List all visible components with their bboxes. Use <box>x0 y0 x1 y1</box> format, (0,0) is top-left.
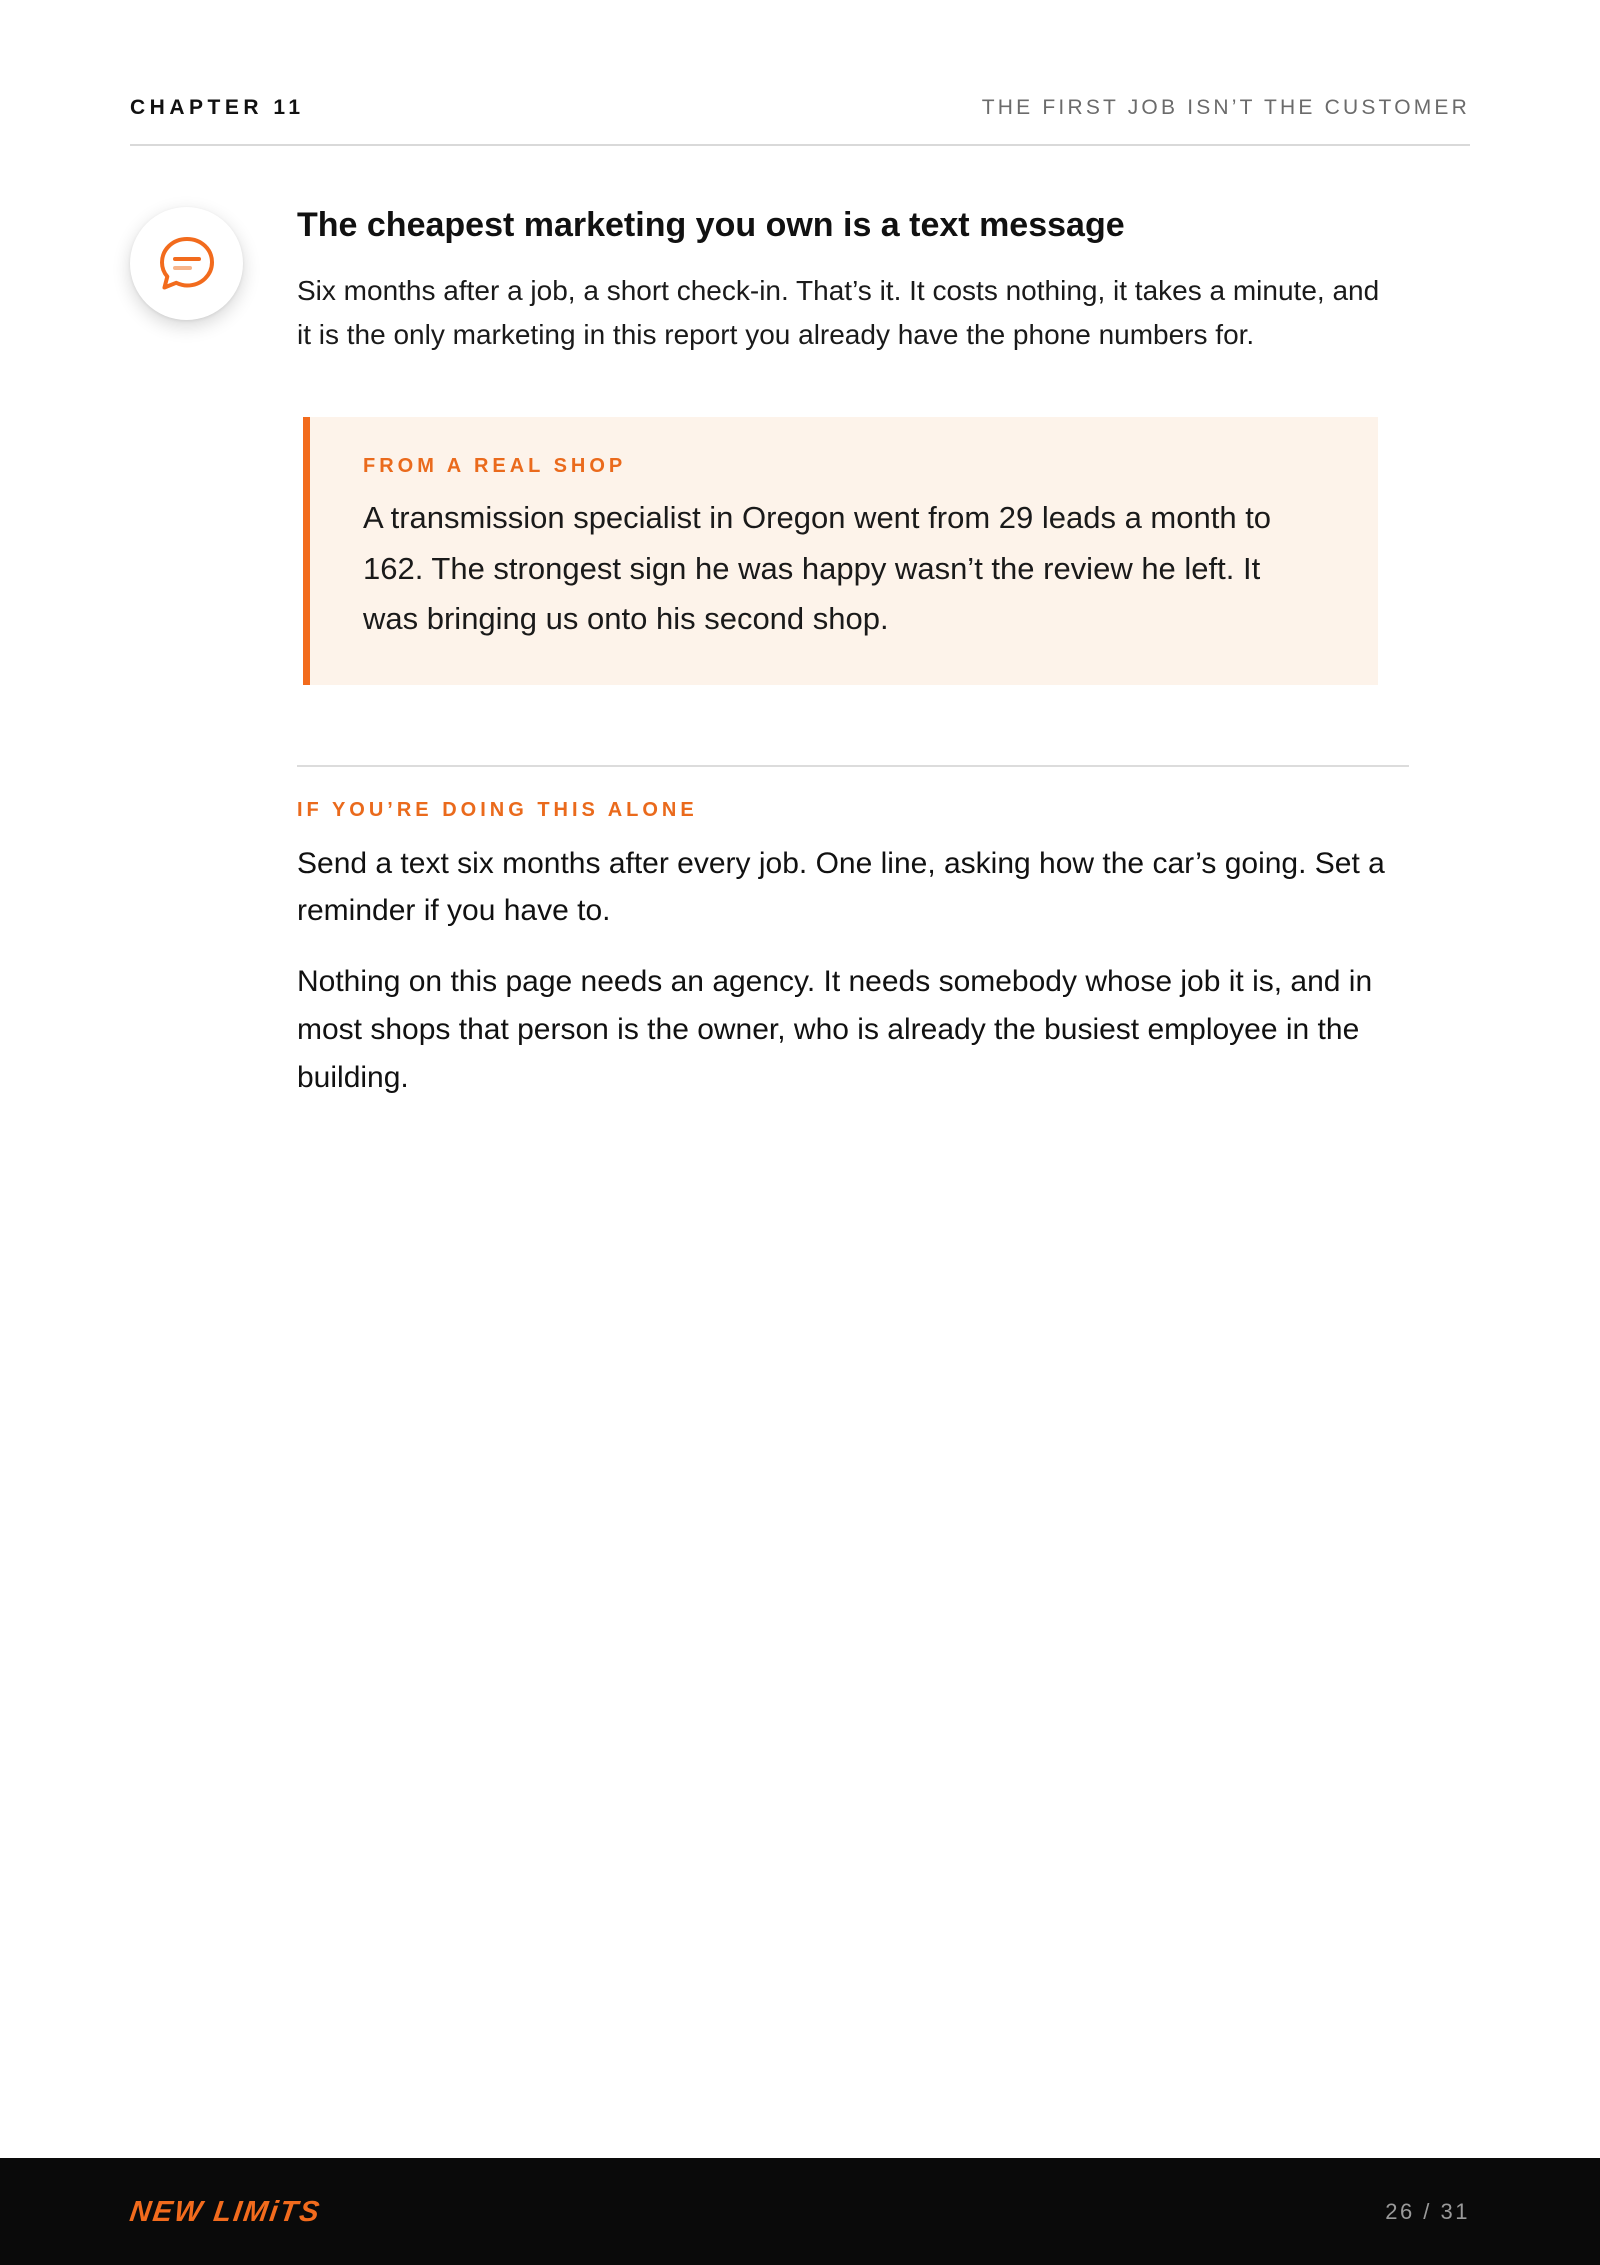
section-divider <box>297 765 1409 767</box>
page-number: 26 / 31 <box>1385 2199 1470 2224</box>
callout-eyebrow: FROM A REAL SHOP <box>363 455 627 477</box>
chat-bubble-icon <box>130 207 243 320</box>
solo-eyebrow: IF YOU’RE DOING THIS ALONE <box>297 799 698 821</box>
solo-paragraph-2: Nothing on this page needs an agency. It needs somebody whose job it is, and in most shops that person is the owner, who is already the busiest employee in the building. <box>297 965 1373 1094</box>
running-title: THE FIRST JOB ISN’T THE CUSTOMER <box>981 96 1470 119</box>
chapter-label: CHAPTER 11 <box>130 96 305 119</box>
section-intro: Six months after a job, a short check-in. That’s it. It costs nothing, it takes a minute, and it is the only marketing in this report you already have the phone numbers for. <box>297 275 1380 350</box>
solo-paragraph-1: Send a text six months after every job. One line, asking how the car’s going. Set a reminder if you have to. <box>297 847 1385 927</box>
brand-logo: NEW LIMiTS <box>127 2196 324 2228</box>
callout-quote: A transmission specialist in Oregon went from 29 leads a month to 162. The strongest sign he was happy wasn’t the review he left. It was bringing us onto his second shop. <box>363 500 1272 636</box>
page-footer <box>0 2158 1600 2265</box>
page-header <box>130 96 1470 146</box>
section-title: The cheapest marketing you own is a text message <box>297 206 1125 244</box>
real-shop-callout <box>303 417 1378 685</box>
